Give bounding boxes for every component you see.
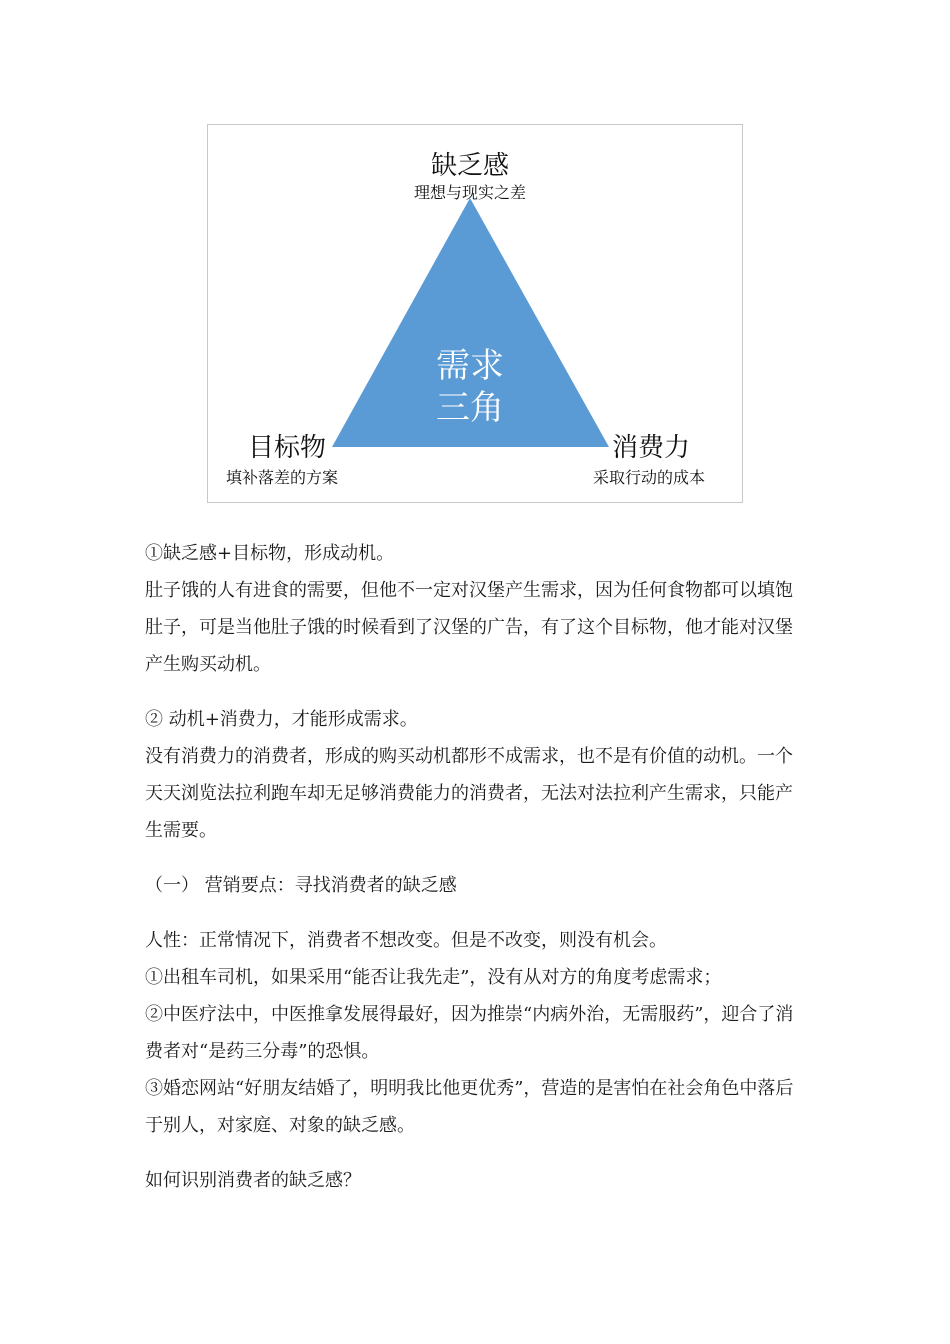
section2-body: 没有消费力的消费者，形成的购买动机都形不成需求，也不是有价值的动机。一个天天浏览法拉利跑车却无足够消费能力的消费者，无法对法拉利产生需求，只能产生需要。 — [145, 746, 793, 841]
center-line-1: 需求 — [436, 346, 504, 386]
target-label: 目标物 — [248, 433, 327, 463]
section1-heading: ①缺乏感+目标物，形成动机。 — [145, 543, 395, 564]
article-body — [145, 535, 810, 1199]
section3-heading: （一） 营销要点：寻找消费者的缺乏感 — [145, 875, 457, 896]
section2-heading: ② 动机+消费力，才能形成需求。 — [145, 709, 418, 730]
section3-intro: 人性：正常情况下，消费者不想改变。但是不改变，则没有机会。 — [145, 930, 667, 951]
spending-power-subtitle: 采取行动的成本 — [593, 468, 706, 487]
section1-body: 肚子饿的人有进食的需要，但他不一定对汉堡产生需求，因为任何食物都可以填饱肚子，可是当他肚子饿的时候看到了汉堡的广告，有了这个目标物，他才能对汉堡产生购买动机。 — [145, 580, 793, 675]
triangle-center-text — [420, 345, 520, 429]
lack-subtitle: 理想与现实之差 — [413, 183, 526, 202]
closing-question: 如何识别消费者的缺乏感？ — [145, 1170, 361, 1191]
demand-triangle-figure — [207, 124, 743, 503]
section3-item1: ①出租车司机，如果采用“能否让我先走”，没有从对方的角度考虑需求； — [145, 967, 722, 988]
center-line-2: 三角 — [436, 388, 504, 428]
section3-item3: ③婚恋网站“好朋友结婚了，明明我比他更优秀”，营造的是害怕在社会角色中落后于别人，对家庭、对象的缺乏感。 — [145, 1078, 794, 1136]
section3-item2: ②中医疗法中，中医推拿发展得最好，因为推崇“内病外治，无需服药”，迎合了消费者对“是药三分毒”的恐惧。 — [145, 1004, 794, 1062]
spending-power-label: 消费力 — [612, 433, 691, 463]
target-subtitle: 填补落差的方案 — [226, 468, 339, 487]
lack-label: 缺乏感 — [430, 151, 509, 181]
